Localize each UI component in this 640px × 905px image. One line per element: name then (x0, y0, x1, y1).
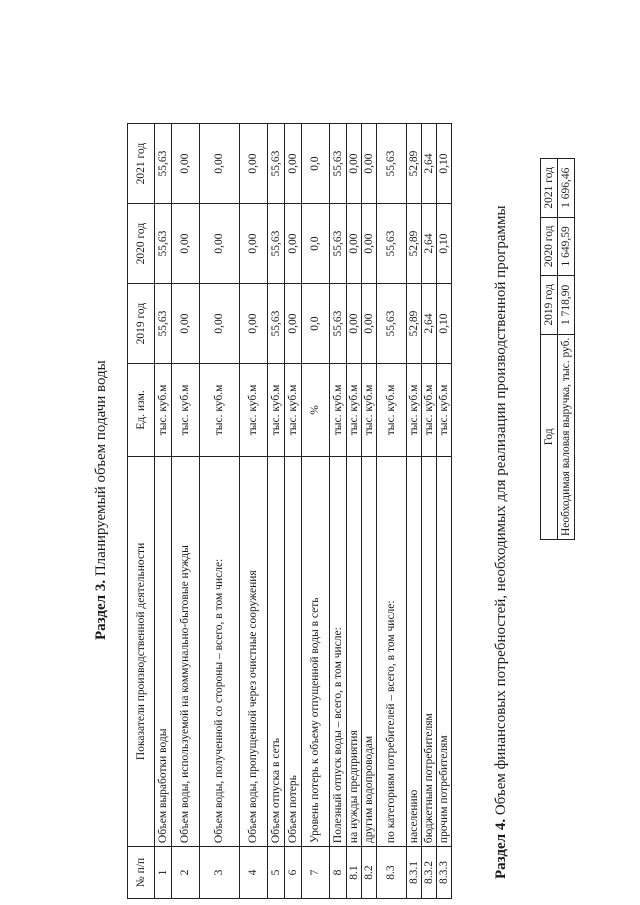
indicator-name: на нужды предприятия (347, 456, 362, 846)
value-2021: 0,00 (200, 124, 240, 204)
value-2019: 0,00 (362, 284, 377, 364)
value-2020: 0,10 (437, 204, 452, 284)
value-2021: 52,89 (407, 124, 422, 204)
row-label: Необходимая валовая выручка, тыс. руб. (558, 334, 575, 539)
value-2019: 0,00 (240, 284, 268, 364)
header-cell: 2020 год (128, 204, 155, 284)
header-cell: 2021 год (541, 159, 558, 218)
section3-heading-bold: Раздел 3. (93, 579, 109, 640)
indicator-name: Объем воды, используемой на коммунально-бытовые нужды (172, 456, 200, 846)
value-2020: 0,00 (200, 204, 240, 284)
table-row (377, 124, 407, 899)
unit-cell: тыс. куб.м (407, 364, 422, 457)
unit-cell: тыс. куб.м (268, 364, 285, 457)
row-number: 8.3.3 (437, 847, 452, 899)
value-2019: 2,64 (422, 284, 437, 364)
value-2019: 55,63 (377, 284, 407, 364)
row-number: 3 (200, 847, 240, 899)
unit-cell: тыс. куб.м (330, 364, 347, 457)
header-cell: Показатели производственной деятельности (128, 456, 155, 846)
unit-cell: тыс. куб.м (422, 364, 437, 457)
finance-table (540, 158, 575, 540)
row-number: 4 (240, 847, 268, 899)
value-2019: 0,10 (437, 284, 452, 364)
unit-cell: тыс. куб.м (285, 364, 302, 457)
table-row (302, 124, 330, 899)
value-cell: 1 649,59 (558, 217, 575, 276)
table-row (200, 124, 240, 899)
indicator-name: Объем воды, пропущенной через очистные сооружения (240, 456, 268, 846)
indicator-name: населению (407, 456, 422, 846)
row-number: 8.3 (377, 847, 407, 899)
unit-cell: тыс. куб.м (362, 364, 377, 457)
header-cell: 2019 год (541, 276, 558, 335)
indicator-name: Объем воды, полученной со стороны – всего, в том числе: (200, 456, 240, 846)
table-row (155, 124, 172, 899)
value-2020: 55,63 (268, 204, 285, 284)
unit-cell: тыс. куб.м (200, 364, 240, 457)
value-2020: 55,63 (377, 204, 407, 284)
value-cell: 1 718,90 (558, 276, 575, 335)
value-cell: 1 696,46 (558, 159, 575, 218)
table-row (407, 124, 422, 899)
value-2020: 52,89 (407, 204, 422, 284)
row-number: 1 (155, 847, 172, 899)
section3-heading (93, 360, 110, 640)
indicator-name: Полезный отпуск воды – всего, в том числе: (330, 456, 347, 846)
value-2019: 0,00 (200, 284, 240, 364)
row-number: 8.1 (347, 847, 362, 899)
row-number: 8 (330, 847, 347, 899)
indicator-name: Объем отпуска в сеть (268, 456, 285, 846)
table-header-row (128, 124, 155, 899)
table-row (268, 124, 285, 899)
value-2021: 55,63 (377, 124, 407, 204)
header-cell: 2020 год (541, 217, 558, 276)
unit-cell: тыс. куб.м (347, 364, 362, 457)
row-number: 8.3.2 (422, 847, 437, 899)
value-2020: 2,64 (422, 204, 437, 284)
row-number: 6 (285, 847, 302, 899)
value-2019: 0,00 (285, 284, 302, 364)
value-2021: 0,00 (347, 124, 362, 204)
value-2021: 55,63 (268, 124, 285, 204)
indicator-name: Объем выработки воды (155, 456, 172, 846)
section3-heading-text: Планируемый объем подачи воды (93, 360, 109, 580)
indicator-name: другим водопроводам (362, 456, 377, 846)
unit-cell: тыс. куб.м (437, 364, 452, 457)
value-2020: 0,00 (285, 204, 302, 284)
table-body (155, 124, 452, 899)
value-2019: 52,89 (407, 284, 422, 364)
table-row (172, 124, 200, 899)
table-row (437, 124, 452, 899)
section4-heading-text: Объем финансовых потребностей, необходимых для реализации производственной программы (493, 205, 509, 819)
value-2021: 0,0 (302, 124, 330, 204)
header-cell: № п/п (128, 847, 155, 899)
value-2019: 55,63 (155, 284, 172, 364)
row-number: 8.2 (362, 847, 377, 899)
value-2019: 0,00 (347, 284, 362, 364)
value-2021: 2,64 (422, 124, 437, 204)
value-2020: 55,63 (155, 204, 172, 284)
row-number: 2 (172, 847, 200, 899)
unit-cell: тыс. куб.м (377, 364, 407, 457)
value-2020: 0,00 (172, 204, 200, 284)
value-2019: 55,63 (268, 284, 285, 364)
unit-cell: % (302, 364, 330, 457)
section4-heading-bold: Раздел 4. (493, 818, 509, 879)
value-2021: 55,63 (330, 124, 347, 204)
indicator-name: по категориям потребителей – всего, в том числе: (377, 456, 407, 846)
table-row (558, 159, 575, 540)
header-cell: 2019 год (128, 284, 155, 364)
value-2020: 0,00 (347, 204, 362, 284)
value-2021: 0,00 (362, 124, 377, 204)
value-2021: 0,10 (437, 124, 452, 204)
table-row (347, 124, 362, 899)
value-2019: 0,0 (302, 284, 330, 364)
water-supply-table (127, 123, 452, 899)
indicator-name: прочим потребителям (437, 456, 452, 846)
value-2020: 0,00 (240, 204, 268, 284)
value-2021: 0,00 (285, 124, 302, 204)
row-number: 7 (302, 847, 330, 899)
table-row (330, 124, 347, 899)
table-row (362, 124, 377, 899)
value-2020: 0,0 (302, 204, 330, 284)
value-2019: 55,63 (330, 284, 347, 364)
unit-cell: тыс. куб.м (155, 364, 172, 457)
header-cell: Год (541, 334, 558, 539)
table-row (240, 124, 268, 899)
indicator-name: бюджетным потребителям (422, 456, 437, 846)
row-number: 8.3.1 (407, 847, 422, 899)
indicator-name: Объем потерь (285, 456, 302, 846)
header-cell: Ед. изм. (128, 364, 155, 457)
indicator-name: Уровень потерь к объему отпущенной воды в сеть (302, 456, 330, 846)
unit-cell: тыс. куб.м (240, 364, 268, 457)
header-cell: 2021 год (128, 124, 155, 204)
value-2021: 0,00 (240, 124, 268, 204)
value-2021: 55,63 (155, 124, 172, 204)
table-row (422, 124, 437, 899)
value-2020: 0,00 (362, 204, 377, 284)
unit-cell: тыс. куб.м (172, 364, 200, 457)
table-header-row (541, 159, 558, 540)
table-row (285, 124, 302, 899)
value-2021: 0,00 (172, 124, 200, 204)
row-number: 5 (268, 847, 285, 899)
value-2020: 55,63 (330, 204, 347, 284)
section4-heading (493, 205, 510, 879)
value-2019: 0,00 (172, 284, 200, 364)
